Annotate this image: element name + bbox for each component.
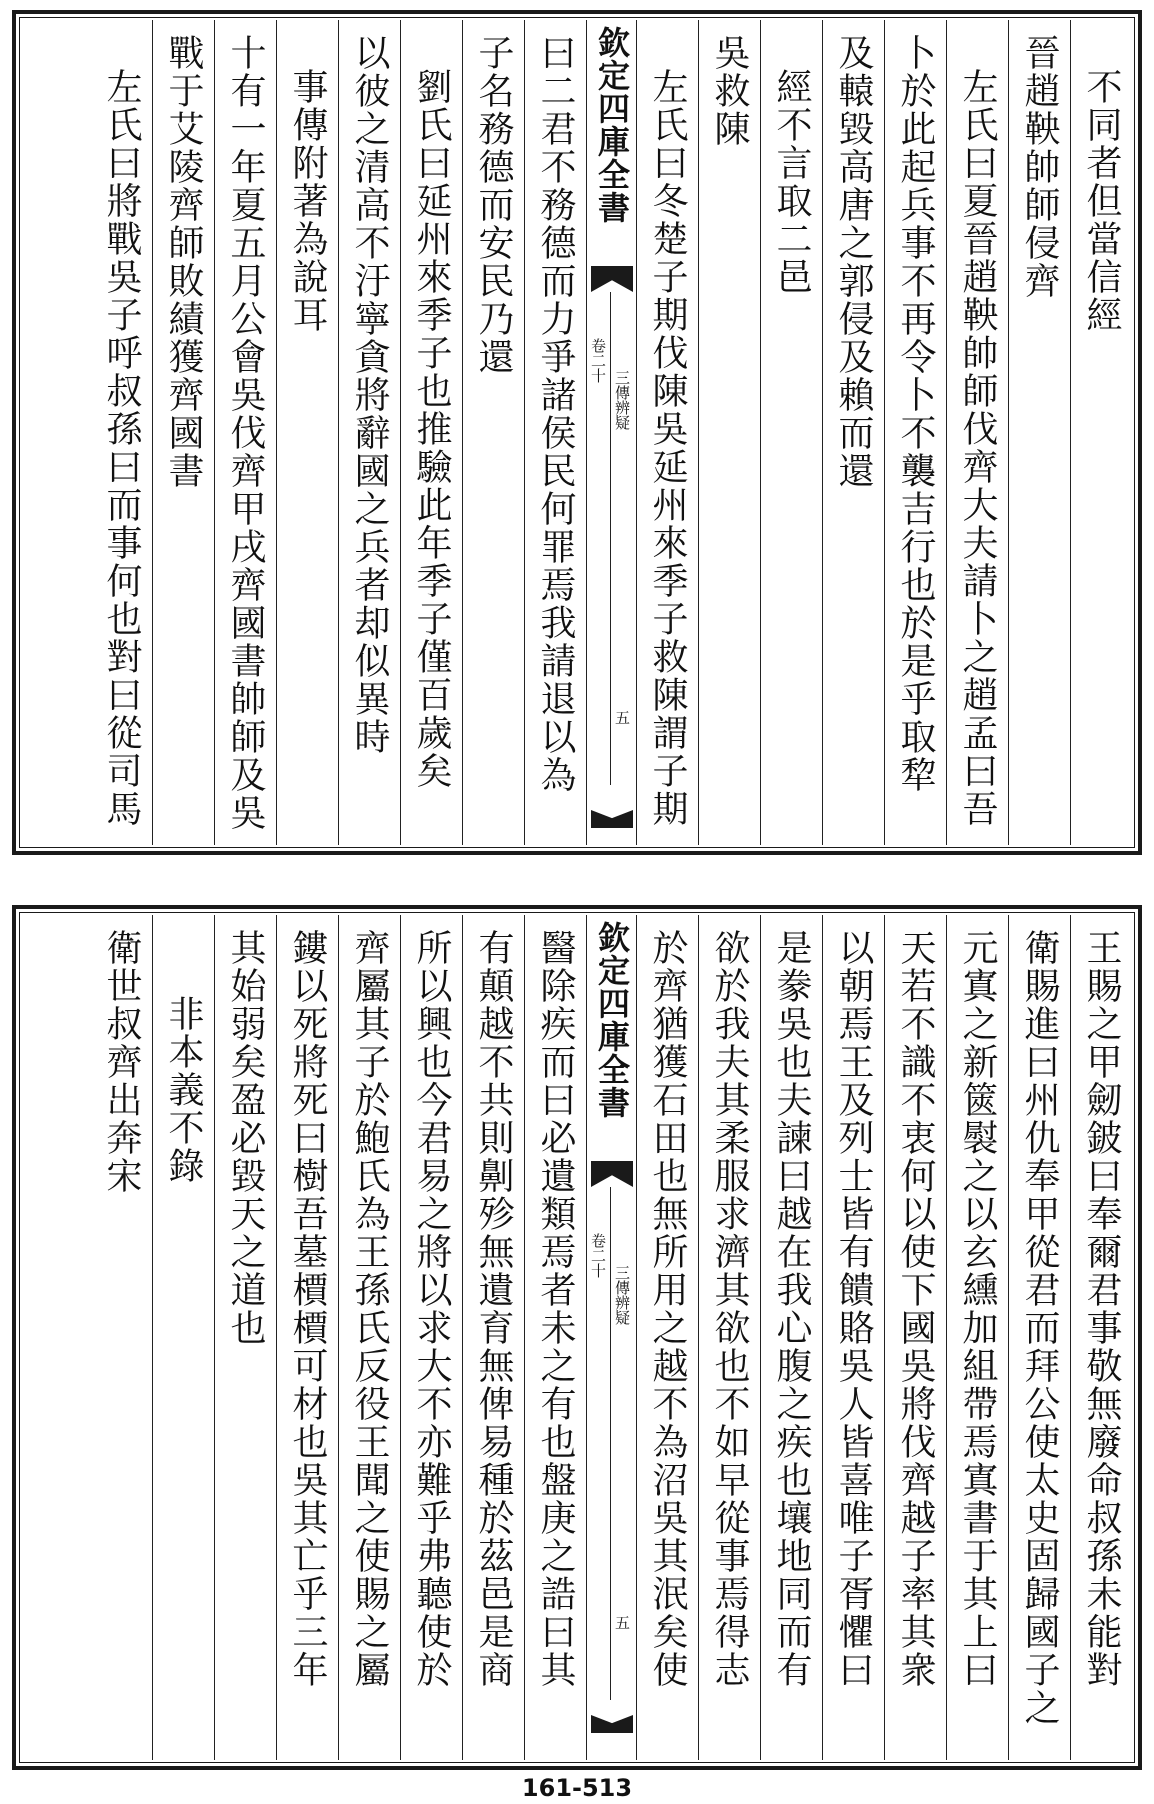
text-column-right-7: 吳救陳 <box>698 20 760 845</box>
banner-volume: 卷二十 <box>589 1233 607 1278</box>
banner-book-title: 三傳辨疑 <box>613 1265 631 1325</box>
fish-tail-ornament-lower-icon <box>591 810 633 828</box>
fish-tail-ornament-lower-icon <box>591 1715 633 1733</box>
banner-folio: 五 <box>613 710 631 725</box>
banner-divider <box>610 1187 611 1700</box>
text-column-right-8: 於齊猶獲石田也無所用之越不為沼吳其泯矣使 <box>636 915 698 1760</box>
text-column-right-8: 左氏曰冬楚子期伐陳吳延州來季子救陳謂子期 <box>636 20 698 845</box>
text-columns <box>22 20 1132 845</box>
text-column-left-6: 其始弱矣盈必毀天之道也 <box>214 915 276 1760</box>
text-column-left-3: 所以興也今君易之將以求大不亦難乎弗聽使於 <box>400 915 462 1760</box>
text-columns <box>22 915 1132 1760</box>
text-column-left-2: 子名務德而安民乃還 <box>462 20 524 845</box>
text-column-right-4: 卜於此起兵事不再令卜不襲吉行也於是乎取犂 <box>884 20 946 845</box>
page-top <box>12 10 1142 855</box>
text-column-right-3: 左氏曰夏晉趙鞅帥師伐齊大夫請卜之趙孟曰吾 <box>946 20 1008 845</box>
banner-book-title: 三傳辨疑 <box>613 370 631 430</box>
banner-title: 欽定四庫全書 <box>593 26 631 224</box>
fish-tail-ornament-icon <box>591 1161 633 1187</box>
text-column-right-1: 王賜之甲劒鈹曰奉爾君事敬無廢命叔孫未能對 <box>1070 915 1132 1760</box>
text-column-left-8: 衛世叔齊出奔宋 <box>101 929 142 1195</box>
text-column-left-1: 曰二君不務德而力爭諸侯民何罪焉我請退以為 <box>524 20 586 845</box>
text-column-right-1: 不同者但當信經 <box>1070 20 1132 845</box>
page-number: 161-513 <box>521 1774 633 1802</box>
text-column-left-7: 戰于艾陵齊師敗績獲齊國書 <box>152 20 214 845</box>
banner-volume: 卷二十 <box>589 338 607 383</box>
center-banner <box>586 915 636 1760</box>
text-column-right-4: 天若不識不衷何以使下國吳將伐齊越子率其衆 <box>884 915 946 1760</box>
text-column-right-2: 晉趙鞅帥師侵齊 <box>1008 20 1070 845</box>
text-column-left-5: 鏤以死將死曰樹吾墓檟檟可材也吳其亡乎三年 <box>276 915 338 1760</box>
text-column-right-5: 以朝焉王及列士皆有饋賂吳人皆喜唯子胥懼曰 <box>822 915 884 1760</box>
banner-divider <box>610 292 611 785</box>
banner-folio: 五 <box>613 1615 631 1630</box>
banner-title: 欽定四庫全書 <box>593 921 631 1119</box>
text-column-left-6: 十有一年夏五月公會吳伐齊甲戌齊國書帥師及吳 <box>214 20 276 845</box>
text-column-left-1: 醫除疾而曰必遺類焉者未之有也盤庚之誥曰其 <box>524 915 586 1760</box>
text-column-right-3: 元寘之新篋褽之以玄纁加組帶焉寘書于其上曰 <box>946 915 1008 1760</box>
text-column-left-7: 非本義不錄 <box>152 915 214 1760</box>
text-column-right-2: 衛賜進曰州仇奉甲從君而拜公使太史固歸國子之 <box>1008 915 1070 1760</box>
text-column-left-8: 左氏曰將戰吳子呼叔孫曰而事何也對曰從司馬 <box>101 68 142 828</box>
text-column-right-6: 經不言取二邑 <box>760 20 822 845</box>
page-bottom <box>12 905 1142 1770</box>
text-column-left-3: 劉氏曰延州來季子也推驗此年季子僅百歲矣 <box>400 20 462 845</box>
text-column-right-7: 欲於我夫其柔服求濟其欲也不如早從事焉得志 <box>698 915 760 1760</box>
text-column-right-6: 是豢吳也夫諫曰越在我心腹之疾也壤地同而有 <box>760 915 822 1760</box>
text-column-left-5: 事傳附著為說耳 <box>276 20 338 845</box>
text-column-left-2: 有顛越不共則劓殄無遺育無俾易種於茲邑是商 <box>462 915 524 1760</box>
text-column-left-4: 以彼之清高不汙寧貪將辭國之兵者却似異時 <box>338 20 400 845</box>
text-column-left-4: 齊屬其子於鮑氏為王孫氏反役王聞之使賜之屬 <box>338 915 400 1760</box>
fish-tail-ornament-icon <box>591 266 633 292</box>
center-banner <box>586 20 636 845</box>
text-column-right-5: 及轅毀高唐之郭侵及賴而還 <box>822 20 884 845</box>
